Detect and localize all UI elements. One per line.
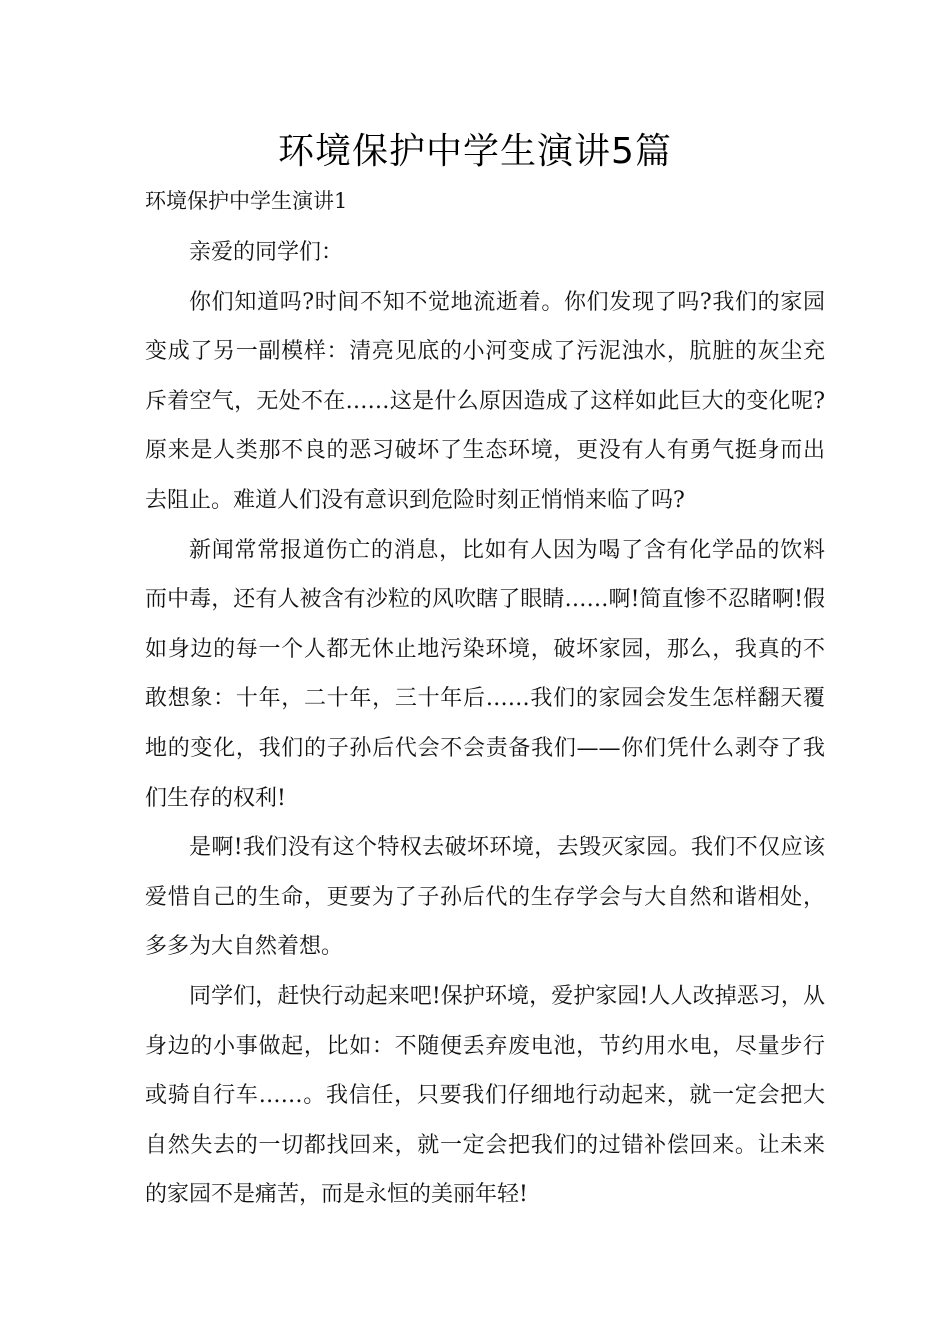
paragraph-2: 新闻常常报道伤亡的消息，比如有人因为喝了含有化学品的饮料而中毒，还有人被含有沙粒的风吹瞎了眼睛……啊!简直惨不忍睹啊!假如身边的每一个人都无休止地污染环境，破坏家园，那么，我真的不敢想象：十年，二十年，三十年后……我们的家园会发生怎样翻天覆地的变化，我们的子孙后代会不会责备我们——你们凭什么剥夺了我们生存的权利! <box>145 537 825 811</box>
paragraph-4: 同学们，赶快行动起来吧!保护环境，爱护家园!人人改掉恶习，从身边的小事做起，比如：不随便丢弃废电池，节约用水电，尽量步行或骑自行车……。我信任，只要我们仔细地行动起来，就一定会把大自然失去的一切都找回来，就一定会把我们的过错补偿回来。让未来的家园不是痛苦，而是永恒的美丽年轻! <box>145 983 825 1208</box>
document-body <box>145 178 825 1220</box>
paragraph-3: 是啊!我们没有这个特权去破坏环境，去毁灭家园。我们不仅应该爱惜自己的生命，更要为了子孙后代的生存学会与大自然和谐相处，多多为大自然着想。 <box>145 835 825 960</box>
document-title: 环境保护中学生演讲5篇 <box>278 131 672 172</box>
paragraph-1: 你们知道吗?时间不知不觉地流逝着。你们发现了吗?我们的家园变成了另一副模样：清亮见底的小河变成了污泥浊水，肮脏的灰尘充斥着空气，无处不在……这是什么原因造成了这样如此巨大的变化呢?原来是人类那不良的恶习破坏了生态环境，更没有人有勇气挺身而出去阻止。难道人们没有意识到危险时刻正悄悄来临了吗? <box>145 289 825 513</box>
section-heading: 环境保护中学生演讲1 <box>145 189 348 213</box>
salutation: 亲爱的同学们： <box>189 240 344 265</box>
